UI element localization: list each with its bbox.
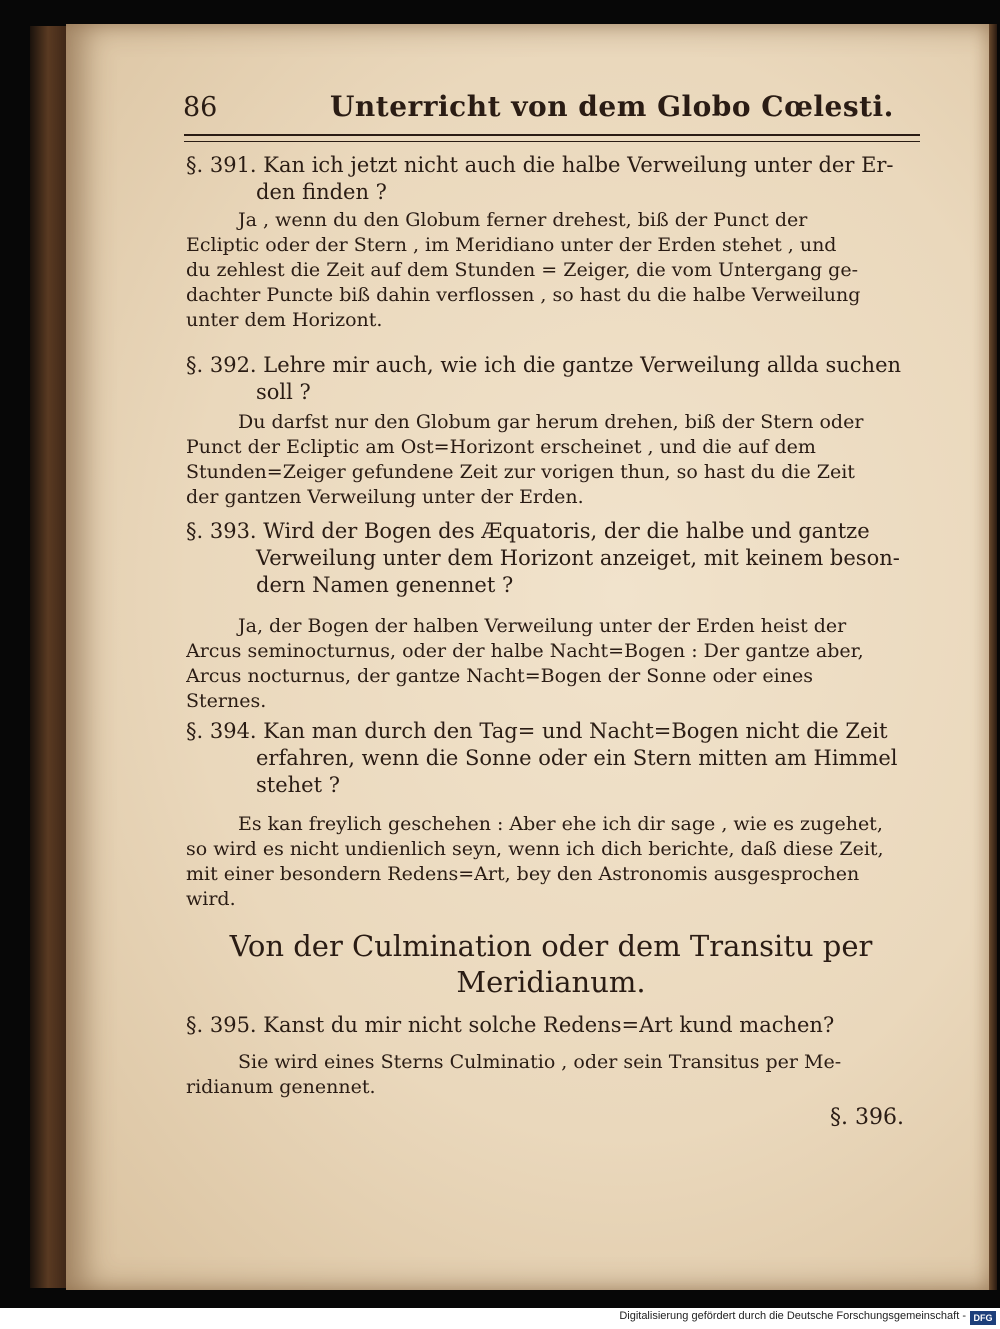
answer-394 xyxy=(186,812,916,912)
answer-line: Ja, der Bogen der halben Verweilung unter der Erden heist der xyxy=(238,615,847,637)
answer-line: der gantzen Verweilung unter der Erden. xyxy=(186,486,584,508)
answer-line: Ecliptic oder der Stern , im Meridiano unter der Erden stehet , und xyxy=(186,234,837,256)
answer-391 xyxy=(186,208,916,333)
question-392 xyxy=(186,352,916,406)
question-line: §. 395. Kanst du mir nicht solche Redens=Art kund machen? xyxy=(186,1013,835,1037)
catchword: §. 396. xyxy=(830,1105,904,1130)
answer-392 xyxy=(186,410,916,510)
dfg-logo: DFG xyxy=(970,1311,996,1325)
answer-line: unter dem Horizont. xyxy=(186,309,383,331)
answer-line: mit einer besondern Redens=Art, bey den Astronomis ausgesprochen xyxy=(186,863,860,885)
answer-line: Du darfst nur den Globum gar herum drehen, biß der Stern oder xyxy=(238,411,864,433)
question-395 xyxy=(186,1012,916,1039)
question-line: §. 394. Kan man durch den Tag= und Nacht=Bogen nicht die Zeit xyxy=(186,719,888,743)
answer-line: Ja , wenn du den Globum ferner drehest, biß der Punct der xyxy=(238,209,808,231)
question-line: den finden ? xyxy=(256,180,387,204)
running-title: Unterricht von dem Globo Cœlesti. xyxy=(330,90,894,123)
section-heading xyxy=(186,928,916,1000)
answer-line: Es kan freylich geschehen : Aber ehe ich dir sage , wie es zugehet, xyxy=(238,813,883,835)
answer-line: so wird es nicht undienlich seyn, wenn ich dich berichte, daß diese Zeit, xyxy=(186,838,884,860)
digitization-credit: Digitalisierung gefördert durch die Deutsche Forschungsgemeinschaft - xyxy=(619,1310,966,1322)
answer-line: du zehlest die Zeit auf dem Stunden = Zeiger, die vom Untergang ge- xyxy=(186,259,858,281)
header-rule xyxy=(184,134,920,142)
page-number: 86 xyxy=(183,92,218,123)
question-line: §. 391. Kan ich jetzt nicht auch die halbe Verweilung unter der Er- xyxy=(186,153,894,177)
answer-line: Sternes. xyxy=(186,690,267,712)
question-line: §. 392. Lehre mir auch, wie ich die gantze Verweilung allda suchen xyxy=(186,353,902,377)
heading-line: Von der Culmination oder dem Transitu per xyxy=(229,929,873,963)
question-394 xyxy=(186,718,916,799)
answer-line: ridianum genennet. xyxy=(186,1076,376,1098)
footer-bar xyxy=(0,1308,1000,1329)
answer-395 xyxy=(186,1050,916,1100)
heading-line: Meridianum. xyxy=(456,965,646,999)
book-spine xyxy=(30,26,70,1288)
question-line: soll ? xyxy=(256,380,311,404)
answer-line: Stunden=Zeiger gefundene Zeit zur vorigen thun, so hast du die Zeit xyxy=(186,461,855,483)
question-line: stehet ? xyxy=(256,773,340,797)
question-line: dern Namen genennet ? xyxy=(256,573,514,597)
question-line: Verweilung unter dem Horizont anzeiget, mit keinem beson- xyxy=(256,546,900,570)
answer-line: Arcus seminocturnus, oder der halbe Nacht=Bogen : Der gantze aber, xyxy=(186,640,864,662)
answer-line: dachter Puncte biß dahin verflossen , so hast du die halbe Verweilung xyxy=(186,284,861,306)
answer-line: Sie wird eines Sterns Culminatio , oder sein Transitus per Me- xyxy=(238,1051,842,1073)
answer-393 xyxy=(186,614,916,714)
answer-line: Arcus nocturnus, der gantze Nacht=Bogen der Sonne oder eines xyxy=(186,665,813,687)
answer-line: Punct der Ecliptic am Ost=Horizont erscheinet , und die auf dem xyxy=(186,436,816,458)
question-393 xyxy=(186,518,916,599)
answer-line: wird. xyxy=(186,888,236,910)
question-line: §. 393. Wird der Bogen des Æquatoris, der die halbe und gantze xyxy=(186,519,870,543)
question-line: erfahren, wenn die Sonne oder ein Stern mitten am Himmel xyxy=(256,746,898,770)
question-391 xyxy=(186,152,916,206)
page-edge xyxy=(989,24,997,1290)
